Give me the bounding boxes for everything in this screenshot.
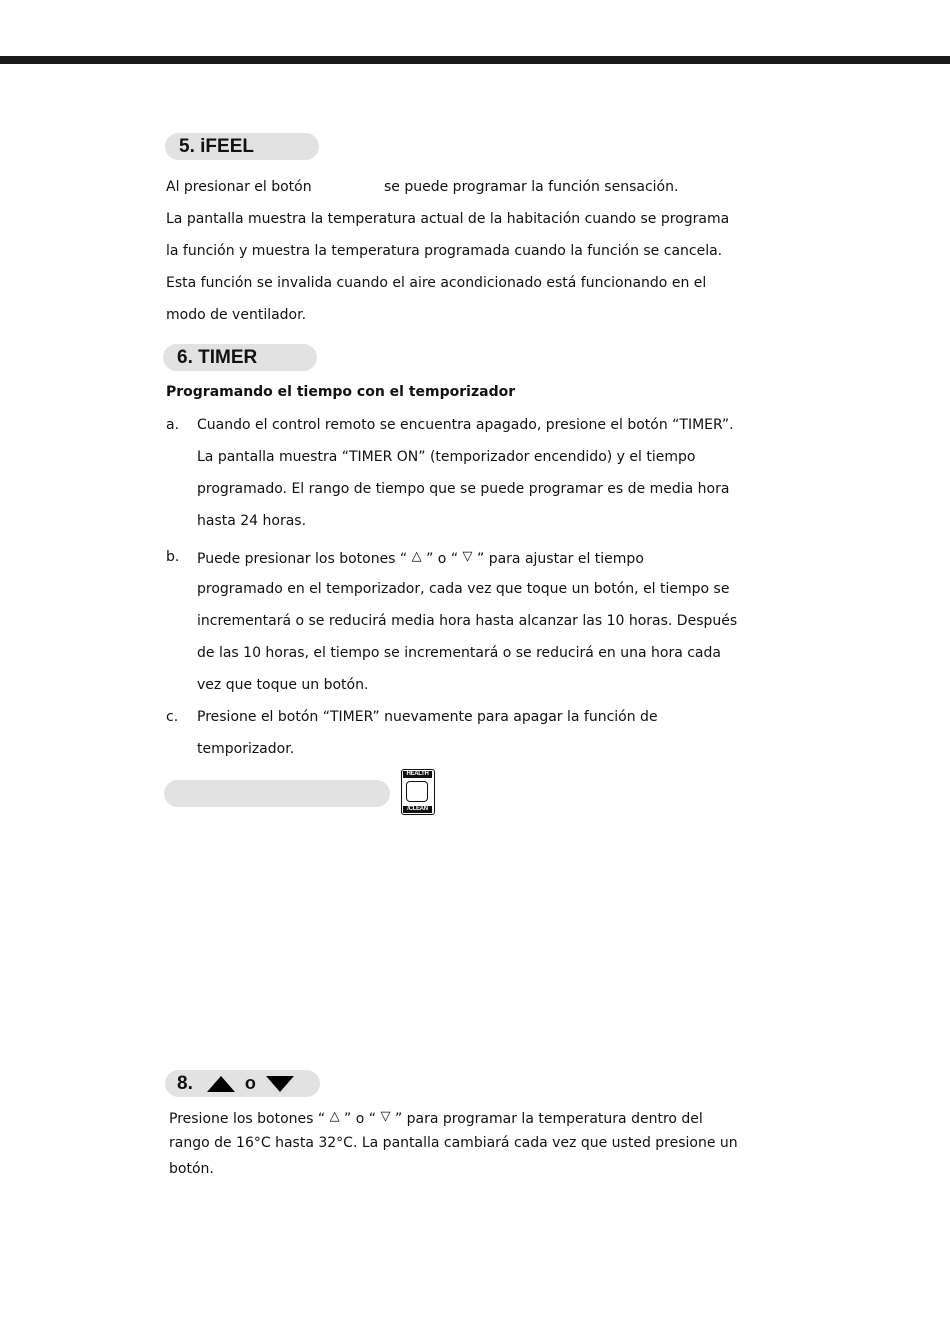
list-marker-b: b. [166,549,180,565]
section-5-line-5: modo de ventilador. [166,307,307,323]
section-8-number: 8 [177,1073,188,1094]
list-marker-c: c. [166,709,179,725]
item-b-line-1-middle: ” o “ [426,551,459,567]
section-5-line-1b: se puede programar la función sensación. [384,179,679,195]
item-b-line-1 [197,541,737,573]
item-c-line-2: temporizador. [197,741,295,757]
item-a-line-1: Cuando el control remoto se encuentra apagado, presione el botón “TIMER”. [197,417,734,433]
section-5-line-3: la función y muestra la temperatura programada cuando la función se cancela. [166,243,723,259]
triangle-down-icon: ▽ [380,1109,391,1124]
section-8-line-1-after: ” para programar la temperatura dentro del [394,1111,703,1127]
section-8-line-1-before: Presione los botones “ [169,1111,326,1127]
item-b-line-1-before: Puede presionar los botones “ [197,551,408,567]
triangle-down-icon: ▽ [462,549,473,564]
triangle-up-icon: △ [411,549,422,564]
item-a-line-4: hasta 24 horas. [197,513,307,529]
clean-label: /CLEAN [403,806,432,813]
item-a-line-3: programado. El rango de tiempo que se puede programar es de media hora [197,481,730,497]
section-8-line-3: botón. [169,1161,214,1177]
section-8-line-1-middle: ” o “ [344,1111,377,1127]
item-a-line-2: La pantalla muestra “TIMER ON” (temporizador encendido) y el tiempo [197,449,696,465]
item-c-line-1: Presione el botón “TIMER” nuevamente para apagar la función de [197,709,658,725]
section-8-dot: . [187,1073,193,1094]
item-b-line-1-after: ” para ajustar el tiempo [476,551,644,567]
section-5-line-2: La pantalla muestra la temperatura actual de la habitación cuando se programa [166,211,730,227]
triangle-up-icon: △ [329,1109,340,1124]
section-8-line-2: rango de 16°C hasta 32°C. La pantalla cambiará cada vez que usted presione un [169,1135,738,1151]
health-label: HEALTH [403,771,432,778]
header-rule [0,56,950,64]
section-8-heading [165,1070,320,1097]
item-b-line-3: incrementará o se reducirá media hora hasta alcanzar las 10 horas. Después [197,613,738,629]
section-7-heading [164,780,390,807]
section-6-number: 6 [177,347,188,368]
item-b-line-5: vez que toque un botón. [197,677,369,693]
section-8-line-1 [169,1104,703,1132]
list-marker-a: a. [166,417,180,433]
section-8-or: o [244,1073,256,1094]
health-clean-button-icon [401,769,435,815]
section-5-title: . iFEEL [189,136,254,157]
up-arrow-icon [207,1076,235,1092]
section-5-line-1a: Al presionar el botón [166,179,312,195]
button-face [406,781,428,802]
section-5-number: 5 [179,136,190,157]
section-6-heading [163,344,317,371]
down-arrow-icon [266,1076,294,1092]
item-b-line-2: programado en el temporizador, cada vez que toque un botón, el tiempo se [197,581,730,597]
section-6-title: . TIMER [187,347,258,368]
item-b-line-4: de las 10 horas, el tiempo se incrementará o se reducirá en una hora cada [197,645,721,661]
section-6-subtitle: Programando el tiempo con el temporizador [166,384,516,400]
section-5-heading [165,133,319,160]
section-5-line-4: Esta función se invalida cuando el aire acondicionado está funcionando en el [166,275,707,291]
